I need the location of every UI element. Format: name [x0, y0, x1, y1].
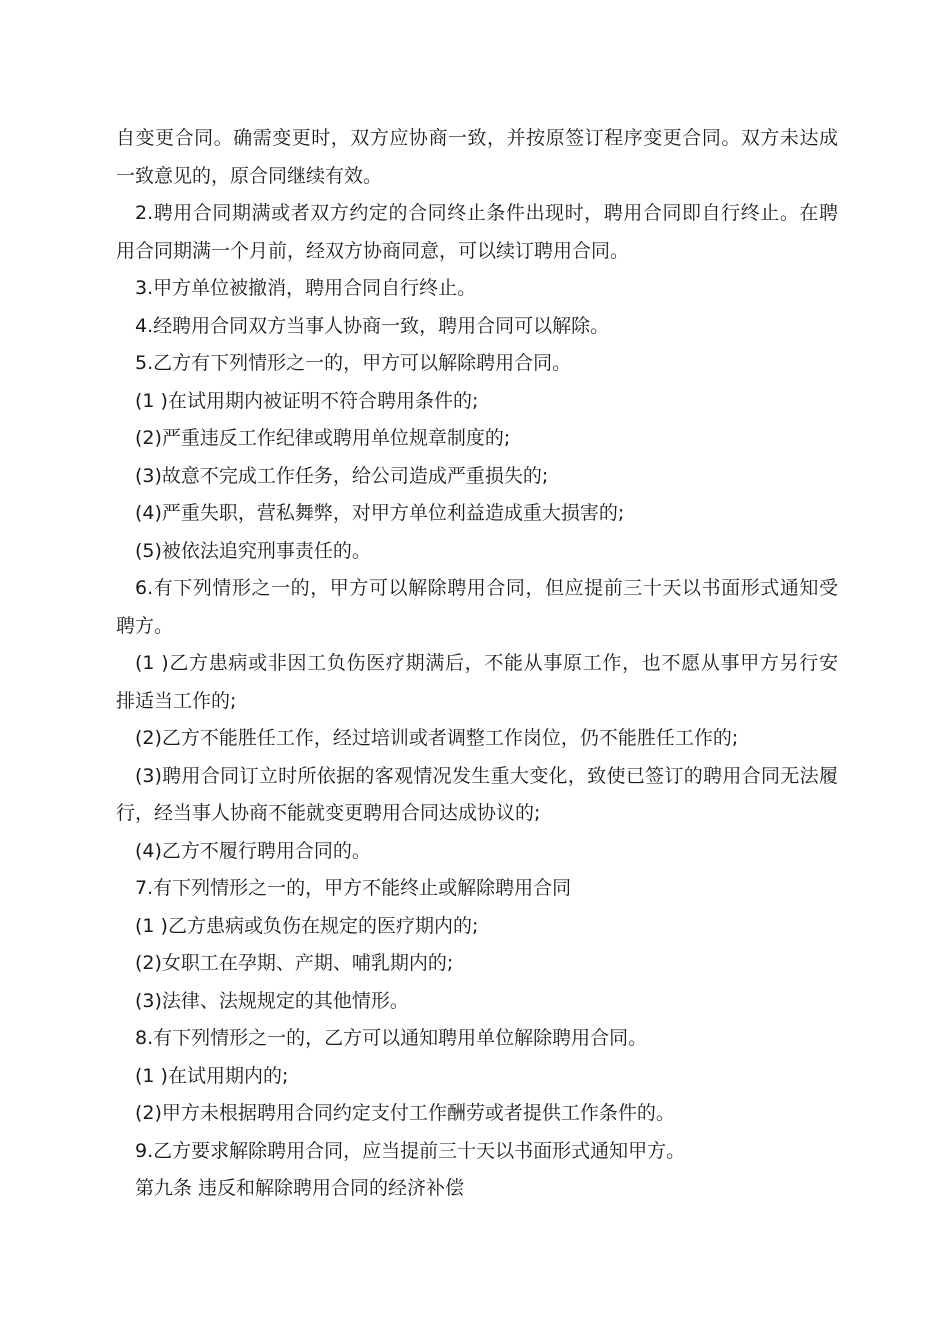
text-line: (5)被依法追究刑事责任的。 [135, 539, 371, 562]
text-line: 5.乙方有下列情形之一的，甲方可以解除聘用合同。 [135, 352, 572, 374]
text-line: 自变更合同。确需变更时，双方应协商一致，并按原签订程序变更合同。双方未达成 [116, 127, 838, 149]
text-line: 3.甲方单位被撤消，聘用合同自行终止。 [135, 277, 477, 299]
text-line: 一致意见的，原合同继续有效。 [116, 164, 383, 187]
article-heading: 第九条 违反和解除聘用合同的经济补偿 [135, 1177, 465, 1199]
text-line: (3)法律、法规规定的其他情形。 [135, 989, 409, 1012]
document-body [116, 120, 838, 1208]
text-line: 行，经当事人协商不能就变更聘用合同达成协议的; [116, 802, 541, 824]
text-line: 聘方。 [116, 614, 174, 637]
text-line: 2.聘用合同期满或者双方约定的合同终止条件出现时，聘用合同即自行终止。在聘 [135, 202, 838, 224]
text-line: (3)聘用合同订立时所依据的客观情况发生重大变化，致使已签订的聘用合同无法履 [135, 764, 838, 787]
text-line: 排适当工作的; [116, 689, 237, 712]
text-line: 4.经聘用合同双方当事人协商一致，聘用合同可以解除。 [135, 314, 610, 337]
text-line: 6.有下列情形之一的，甲方可以解除聘用合同，但应提前三十天以书面形式通知受 [135, 577, 838, 599]
text-line: (4)乙方不履行聘用合同的。 [135, 839, 371, 862]
text-line: 8.有下列情形之一的，乙方可以通知聘用单位解除聘用合同。 [135, 1027, 648, 1049]
text-line: (4)严重失职，营私舞弊，对甲方单位利益造成重大损害的; [135, 502, 625, 524]
text-line: 9.乙方要求解除聘用合同，应当提前三十天以书面形式通知甲方。 [135, 1139, 686, 1162]
text-line: 7.有下列情形之一的，甲方不能终止或解除聘用合同 [135, 877, 572, 899]
text-line: (2)乙方不能胜任工作，经过培训或者调整工作岗位，仍不能胜任工作的; [135, 727, 739, 749]
text-line: (1 )乙方患病或非因工负伤医疗期满后，不能从事原工作，也不愿从事甲方另行安 [135, 652, 838, 674]
text-line: (2)严重违反工作纪律或聘用单位规章制度的; [135, 427, 511, 449]
text-line: (2)女职工在孕期、产期、哺乳期内的; [135, 952, 454, 974]
text-line: (1 )在试用期内被证明不符合聘用条件的; [135, 389, 479, 412]
text-line: (2)甲方未根据聘用合同约定支付工作酬劳或者提供工作条件的。 [135, 1102, 675, 1124]
text-line: (3)故意不完成工作任务，给公司造成严重损失的; [135, 464, 549, 487]
text-line: (1 )乙方患病或负伤在规定的医疗期内的; [135, 914, 479, 937]
text-line: (1 )在试用期内的; [135, 1064, 289, 1087]
text-line: 用合同期满一个月前，经双方协商同意，可以续订聘用合同。 [116, 239, 630, 262]
